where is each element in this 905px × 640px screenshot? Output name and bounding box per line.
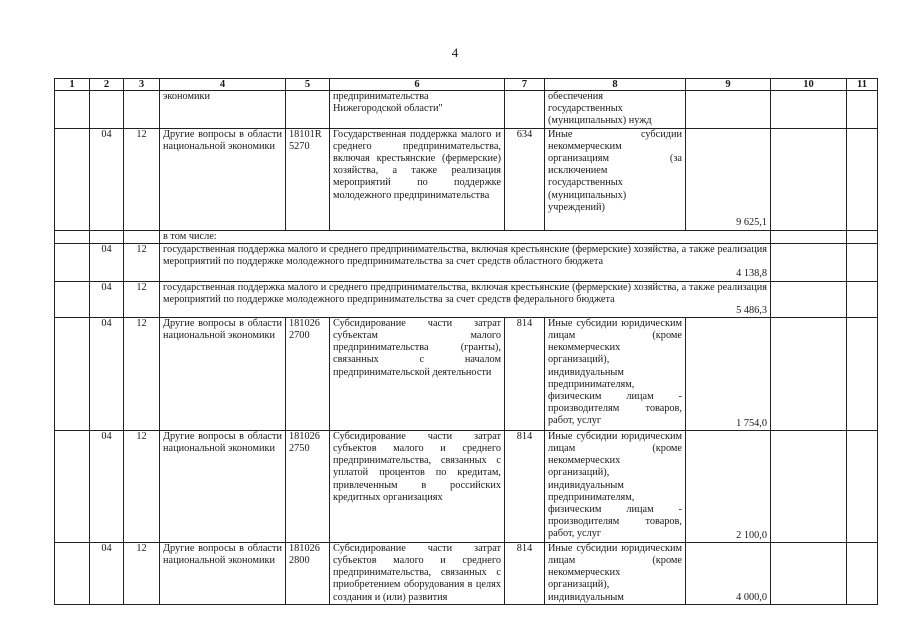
cell-subsection: 12 (124, 542, 160, 604)
cell-subsection: 12 (124, 243, 160, 281)
text-line: (муниципальных) нужд (548, 115, 652, 127)
description-text: государственная поддержка малого и среднего предпринимательства, включая крестьянские (фермерские) хозяйства, а также реализация мероприятий по поддержке молодежного предпринимательства за счет средств областного бюджета (163, 243, 767, 268)
cell-target-code: 181026 2700 (286, 317, 330, 430)
cell-target-name: Субсидирование части затрат субъектов малого и среднего предпринимательства, связанных с уплатой процентов по кредитам, привлеченным в российских кредитных организациях (330, 430, 505, 542)
header-col-8: 8 (545, 79, 686, 91)
header-col-10: 10 (771, 79, 847, 91)
cell-target-name: Субсидирование части затрат субъектов малого и среднего предпринимательства, связанных с приобретением оборудования в целях создания и (или) развития (330, 542, 505, 604)
cell-section: 04 (90, 317, 124, 430)
header-col-4: 4 (160, 79, 286, 91)
cell-target-code: 181026 2800 (286, 542, 330, 604)
text-line: Нижегородской области" (333, 103, 443, 115)
cell-subsection: 12 (124, 128, 160, 230)
cell-expense-code: 814 (505, 430, 545, 542)
table-row (55, 243, 878, 281)
cell-subsection: 12 (124, 317, 160, 430)
header-col-5: 5 (286, 79, 330, 91)
cell-target-code: 181026 2750 (286, 430, 330, 542)
cell-expense-type: Иные субсидии юридическим лицам (кроме некоммерческих организаций), индивидуальным (545, 542, 686, 604)
header-col-9: 9 (686, 79, 771, 91)
page-number: 4 (451, 45, 459, 60)
cell-target-name: Субсидирование части затрат субъектам малого предпринимательства (гранты), связанных с началом предпринимательской деятельности (330, 317, 505, 430)
table-row (55, 542, 878, 604)
cell-target-code: 18101R 5270 (286, 128, 330, 230)
text-line: государственных (548, 103, 623, 115)
cell-amount: 4 138,8 (732, 268, 767, 280)
table-row (55, 317, 878, 430)
table-row (55, 230, 878, 243)
header-col-11: 11 (847, 79, 878, 91)
header-row (55, 79, 878, 91)
cell-section: 04 (90, 128, 124, 230)
cell-section-name: экономики (160, 91, 286, 129)
header-col-2: 2 (90, 79, 124, 91)
text-line: предпринимательства (333, 91, 429, 102)
budget-table (54, 78, 878, 605)
cell-section-name: Другие вопросы в области национальной экономики (160, 430, 286, 542)
table-row (55, 281, 878, 317)
cell-section: 04 (90, 243, 124, 281)
table-row (55, 91, 878, 129)
cell-description (160, 281, 771, 317)
cell-target-name: Государственная поддержка малого и среднего предпринимательства, включая крестьянские (фермерские) хозяйства, а также реализация мероприятий по поддержке молодежного предпринимательства (330, 128, 505, 230)
cell-expense-type: Иные субсидии юридическим лицам (кроме некоммерческих организаций), индивидуальным предпринимателям, физическим лицам - производителям товаров, работ, услуг (545, 317, 686, 430)
text-line: обеспечения (548, 91, 603, 102)
cell-section-name: Другие вопросы в области национальной экономики (160, 542, 286, 604)
cell-amount: 4 000,0 (686, 542, 771, 604)
header-col-7: 7 (505, 79, 545, 91)
header-col-1: 1 (55, 79, 90, 91)
description-text: государственная поддержка малого и среднего предпринимательства, включая крестьянские (фермерские) хозяйства, а также реализация мероприятий по поддержке молодежного предпринимательства за счет средств федерального бюджета (163, 281, 767, 306)
header-col-6: 6 (330, 79, 505, 91)
cell-amount: 9 625,1 (686, 128, 771, 230)
cell-section-name: Другие вопросы в области национальной экономики (160, 317, 286, 430)
cell-amount: 1 754,0 (686, 317, 771, 430)
cell-section-name: Другие вопросы в области национальной экономики (160, 128, 286, 230)
cell-amount: 5 486,3 (732, 305, 767, 317)
cell-target-name (330, 91, 505, 129)
cell-expense-code: 814 (505, 542, 545, 604)
table-row (55, 430, 878, 542)
cell-expense-type: Иные субсидии юридическим лицам (кроме некоммерческих организаций), индивидуальным предпринимателям, физическим лицам - производителям товаров, работ, услуг (545, 430, 686, 542)
cell-subsection: 12 (124, 430, 160, 542)
table-row (55, 128, 878, 230)
cell-expense-type: Иные субсидии некоммерческим организациям (за исключением государственных (муниципальных) учреждений) (545, 128, 686, 230)
cell-expense-code: 634 (505, 128, 545, 230)
cell-section: 04 (90, 281, 124, 317)
header-col-3: 3 (124, 79, 160, 91)
cell-including-label: в том числе: (160, 230, 771, 243)
cell-expense-code: 814 (505, 317, 545, 430)
cell-section: 04 (90, 542, 124, 604)
cell-description (160, 243, 771, 281)
cell-section: 04 (90, 430, 124, 542)
cell-amount: 2 100,0 (686, 430, 771, 542)
cell-subsection: 12 (124, 281, 160, 317)
cell-expense-type (545, 91, 686, 129)
